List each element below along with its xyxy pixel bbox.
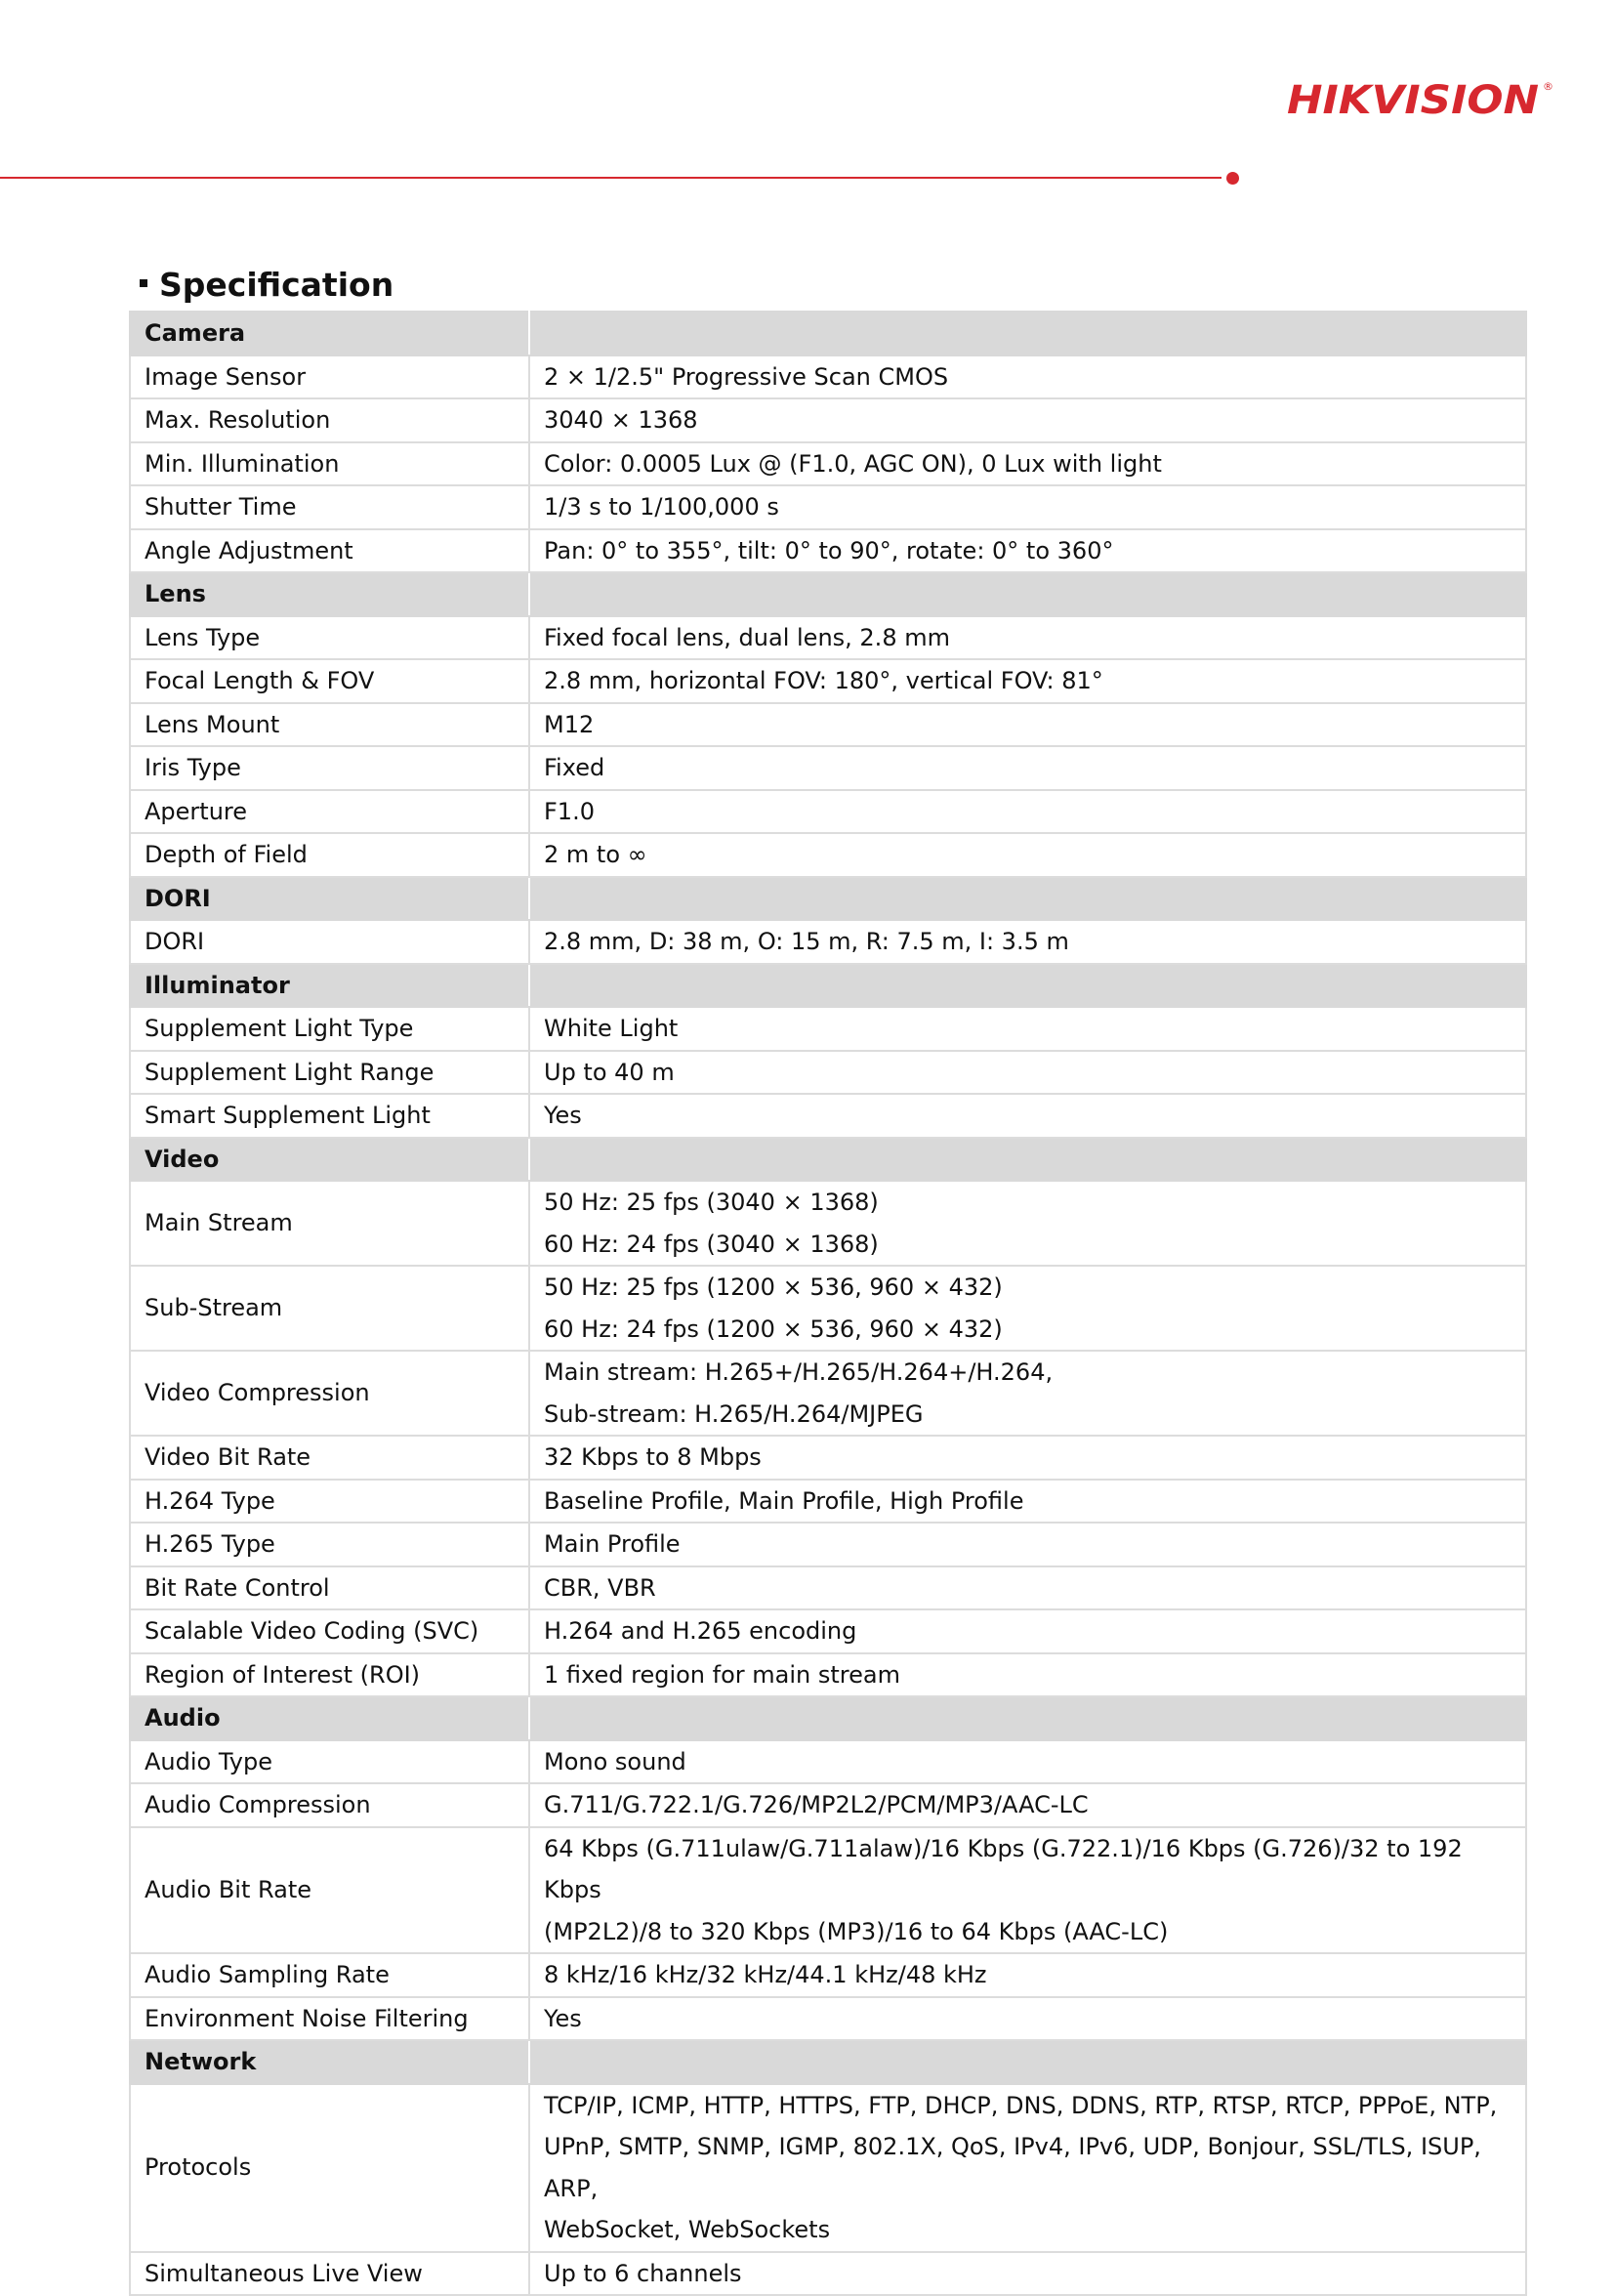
spec-key: Iris Type bbox=[130, 746, 529, 790]
spec-row bbox=[130, 1783, 1526, 1827]
spec-row bbox=[130, 1566, 1526, 1610]
hikvision-logo bbox=[1285, 72, 1554, 121]
logo-text: HIKVISION bbox=[1287, 78, 1539, 121]
section-title: Camera bbox=[130, 312, 529, 355]
spec-row bbox=[130, 1051, 1526, 1095]
spec-key: Audio Compression bbox=[130, 1783, 529, 1827]
section-title: Lens bbox=[130, 572, 529, 616]
spec-value-line: H.264 and H.265 encoding bbox=[544, 1617, 857, 1645]
spec-value bbox=[529, 1953, 1526, 1997]
section-title: Video bbox=[130, 1138, 529, 1182]
spec-value-line: WebSocket, WebSockets bbox=[544, 2216, 831, 2243]
section-row bbox=[130, 964, 1526, 1008]
spec-value-line: 2 × 1/2.5" Progressive Scan CMOS bbox=[544, 362, 949, 391]
spec-row bbox=[130, 2252, 1526, 2296]
spec-row bbox=[130, 1007, 1526, 1051]
spec-key: Protocols bbox=[130, 2084, 529, 2252]
spec-value-line: G.711/G.722.1/G.726/MP2L2/PCM/MP3/AAC-LC bbox=[544, 1791, 1089, 1818]
header-rule bbox=[0, 177, 1222, 179]
spec-key: Sub-Stream bbox=[130, 1266, 529, 1351]
spec-key: Video Bit Rate bbox=[130, 1436, 529, 1480]
section-row bbox=[130, 2040, 1526, 2084]
spec-value bbox=[529, 1566, 1526, 1610]
spec-row bbox=[130, 1266, 1526, 1351]
spec-value bbox=[529, 485, 1526, 529]
spec-value-line: 8 kHz/16 kHz/32 kHz/44.1 kHz/48 kHz bbox=[544, 1961, 987, 1988]
spec-value bbox=[529, 1783, 1526, 1827]
spec-value bbox=[529, 1351, 1526, 1436]
spec-value bbox=[529, 1007, 1526, 1051]
spec-key: Lens Type bbox=[130, 616, 529, 660]
spec-key: Max. Resolution bbox=[130, 398, 529, 442]
spec-key: Shutter Time bbox=[130, 485, 529, 529]
spec-value bbox=[529, 529, 1526, 573]
spec-value-line: Baseline Profile, Main Profile, High Profile bbox=[544, 1486, 1024, 1515]
page-heading bbox=[140, 266, 393, 304]
spec-row bbox=[130, 1436, 1526, 1480]
section-blank-cell bbox=[529, 312, 1526, 355]
spec-key: Video Compression bbox=[130, 1351, 529, 1436]
spec-row bbox=[130, 1997, 1526, 2041]
spec-value-line: Fixed bbox=[544, 754, 605, 781]
spec-row bbox=[130, 1181, 1526, 1266]
spec-key: Environment Noise Filtering bbox=[130, 1997, 529, 2041]
spec-value-line: Yes bbox=[544, 2004, 582, 2032]
spec-row bbox=[130, 355, 1526, 399]
spec-row bbox=[130, 1523, 1526, 1566]
spec-value bbox=[529, 1740, 1526, 1784]
spec-key: Min. Illumination bbox=[130, 442, 529, 486]
spec-key: Depth of Field bbox=[130, 833, 529, 877]
spec-value bbox=[529, 1181, 1526, 1266]
spec-value bbox=[529, 746, 1526, 790]
spec-row bbox=[130, 920, 1526, 964]
spec-key: Supplement Light Range bbox=[130, 1051, 529, 1095]
spec-key: H.264 Type bbox=[130, 1480, 529, 1524]
spec-row bbox=[130, 1480, 1526, 1524]
spec-value bbox=[529, 703, 1526, 747]
spec-key: Scalable Video Coding (SVC) bbox=[130, 1609, 529, 1653]
spec-value bbox=[529, 2252, 1526, 2296]
spec-value-line: Sub-stream: H.265/H.264/MJPEG bbox=[544, 1399, 924, 1428]
spec-value bbox=[529, 920, 1526, 964]
spec-value-line: 64 Kbps (G.711ulaw/G.711alaw)/16 Kbps (G.722.1)/16 Kbps (G.726)/32 to 192 Kbps bbox=[544, 1834, 1463, 1903]
spec-key: Angle Adjustment bbox=[130, 529, 529, 573]
spec-value-line: Main Profile bbox=[544, 1530, 681, 1558]
spec-key: H.265 Type bbox=[130, 1523, 529, 1566]
spec-row bbox=[130, 1609, 1526, 1653]
spec-value-line: TCP/IP, ICMP, HTTP, HTTPS, FTP, DHCP, DNS, DDNS, RTP, RTSP, RTCP, PPPoE, NTP, bbox=[544, 2091, 1498, 2119]
spec-value bbox=[529, 442, 1526, 486]
section-blank-cell bbox=[529, 2040, 1526, 2084]
section-title: Network bbox=[130, 2040, 529, 2084]
spec-value-line: 1/3 s to 1/100,000 s bbox=[544, 493, 779, 521]
hikvision-logo-graphic bbox=[1285, 72, 1554, 121]
spec-value bbox=[529, 398, 1526, 442]
section-row bbox=[130, 1138, 1526, 1182]
heading-bullet bbox=[140, 279, 147, 287]
spec-key: Supplement Light Type bbox=[130, 1007, 529, 1051]
heading-text: Specification bbox=[159, 266, 394, 304]
spec-key: Region of Interest (ROI) bbox=[130, 1653, 529, 1697]
spec-row bbox=[130, 1827, 1526, 1954]
section-title: Illuminator bbox=[130, 964, 529, 1008]
spec-value-line: 2.8 mm, horizontal FOV: 180°, vertical FOV: 81° bbox=[544, 667, 1103, 694]
section-title: DORI bbox=[130, 877, 529, 921]
spec-row bbox=[130, 659, 1526, 703]
spec-row bbox=[130, 790, 1526, 834]
spec-value-line: CBR, VBR bbox=[544, 1573, 656, 1602]
spec-row bbox=[130, 1953, 1526, 1997]
spec-value-line: Up to 6 channels bbox=[544, 2259, 742, 2287]
spec-value-line: Fixed focal lens, dual lens, 2.8 mm bbox=[544, 623, 950, 651]
spec-value bbox=[529, 1609, 1526, 1653]
spec-row bbox=[130, 1094, 1526, 1138]
spec-row bbox=[130, 1653, 1526, 1697]
spec-key: Audio Bit Rate bbox=[130, 1827, 529, 1954]
spec-value-line: UPnP, SMTP, SNMP, IGMP, 802.1X, QoS, IPv4, IPv6, UDP, Bonjour, SSL/TLS, ISUP, ARP, bbox=[544, 2133, 1481, 2202]
spec-row bbox=[130, 703, 1526, 747]
spec-value-line: (MP2L2)/8 to 320 Kbps (MP3)/16 to 64 Kbps (AAC-LC) bbox=[544, 1917, 1169, 1945]
spec-value-line: 2 m to ∞ bbox=[544, 841, 647, 868]
section-blank-cell bbox=[529, 877, 1526, 921]
spec-key: Audio Sampling Rate bbox=[130, 1953, 529, 1997]
spec-key: Bit Rate Control bbox=[130, 1566, 529, 1610]
spec-value bbox=[529, 833, 1526, 877]
spec-key: Audio Type bbox=[130, 1740, 529, 1784]
spec-key: Simultaneous Live View bbox=[130, 2252, 529, 2296]
spec-value-line: 32 Kbps to 8 Mbps bbox=[544, 1443, 762, 1471]
spec-value bbox=[529, 1523, 1526, 1566]
spec-value-line: Pan: 0° to 355°, tilt: 0° to 90°, rotate: 0° to 360° bbox=[544, 536, 1114, 564]
spec-value-line: Yes bbox=[544, 1102, 582, 1129]
spec-row bbox=[130, 1740, 1526, 1784]
spec-value bbox=[529, 659, 1526, 703]
spec-key: Aperture bbox=[130, 790, 529, 834]
spec-value bbox=[529, 1436, 1526, 1480]
header-rule-dot bbox=[1226, 172, 1239, 185]
section-blank-cell bbox=[529, 964, 1526, 1008]
spec-value bbox=[529, 1051, 1526, 1095]
spec-value-line: M12 bbox=[544, 710, 595, 738]
spec-value-line: 3040 × 1368 bbox=[544, 406, 698, 434]
spec-value bbox=[529, 1997, 1526, 2041]
section-blank-cell bbox=[529, 1138, 1526, 1182]
spec-key: Focal Length & FOV bbox=[130, 659, 529, 703]
spec-row bbox=[130, 442, 1526, 486]
spec-value-line: 60 Hz: 24 fps (3040 × 1368) bbox=[544, 1230, 879, 1258]
spec-value-line: F1.0 bbox=[544, 797, 595, 825]
spec-row bbox=[130, 529, 1526, 573]
spec-key: Image Sensor bbox=[130, 355, 529, 399]
section-title: Audio bbox=[130, 1696, 529, 1740]
spec-value bbox=[529, 1094, 1526, 1138]
section-row bbox=[130, 877, 1526, 921]
section-blank-cell bbox=[529, 1696, 1526, 1740]
spec-value bbox=[529, 2084, 1526, 2252]
spec-value-line: 2.8 mm, D: 38 m, O: 15 m, R: 7.5 m, I: 3.5 m bbox=[544, 928, 1069, 955]
spec-value bbox=[529, 355, 1526, 399]
spec-row bbox=[130, 616, 1526, 660]
spec-value-line: 60 Hz: 24 fps (1200 × 536, 960 × 432) bbox=[544, 1315, 1003, 1343]
spec-table-body bbox=[130, 312, 1526, 2295]
spec-row bbox=[130, 398, 1526, 442]
spec-row bbox=[130, 2084, 1526, 2252]
spec-value-line: Mono sound bbox=[544, 1747, 686, 1775]
spec-key: Smart Supplement Light bbox=[130, 1094, 529, 1138]
spec-value-line: Up to 40 m bbox=[544, 1058, 675, 1086]
spec-value-line: 50 Hz: 25 fps (3040 × 1368) bbox=[544, 1189, 879, 1216]
spec-value bbox=[529, 1827, 1526, 1954]
spec-value-line: Color: 0.0005 Lux @ (F1.0, AGC ON), 0 Lux with light bbox=[544, 449, 1162, 478]
spec-value bbox=[529, 1480, 1526, 1524]
spec-value-line: 1 fixed region for main stream bbox=[544, 1660, 900, 1689]
section-row bbox=[130, 1696, 1526, 1740]
logo-trademark: ® bbox=[1543, 80, 1553, 93]
spec-row bbox=[130, 485, 1526, 529]
spec-value bbox=[529, 616, 1526, 660]
spec-value-line: White Light bbox=[544, 1015, 679, 1042]
spec-table bbox=[129, 311, 1527, 2296]
spec-key: Main Stream bbox=[130, 1181, 529, 1266]
spec-value-line: Main stream: H.265+/H.265/H.264+/H.264, bbox=[544, 1358, 1054, 1386]
spec-value bbox=[529, 1266, 1526, 1351]
spec-value bbox=[529, 1653, 1526, 1697]
spec-value-line: 50 Hz: 25 fps (1200 × 536, 960 × 432) bbox=[544, 1273, 1003, 1301]
section-blank-cell bbox=[529, 572, 1526, 616]
section-row bbox=[130, 312, 1526, 355]
section-row bbox=[130, 572, 1526, 616]
spec-row bbox=[130, 746, 1526, 790]
spec-row bbox=[130, 1351, 1526, 1436]
spec-value bbox=[529, 790, 1526, 834]
spec-key: Lens Mount bbox=[130, 703, 529, 747]
spec-key: DORI bbox=[130, 920, 529, 964]
spec-row bbox=[130, 833, 1526, 877]
